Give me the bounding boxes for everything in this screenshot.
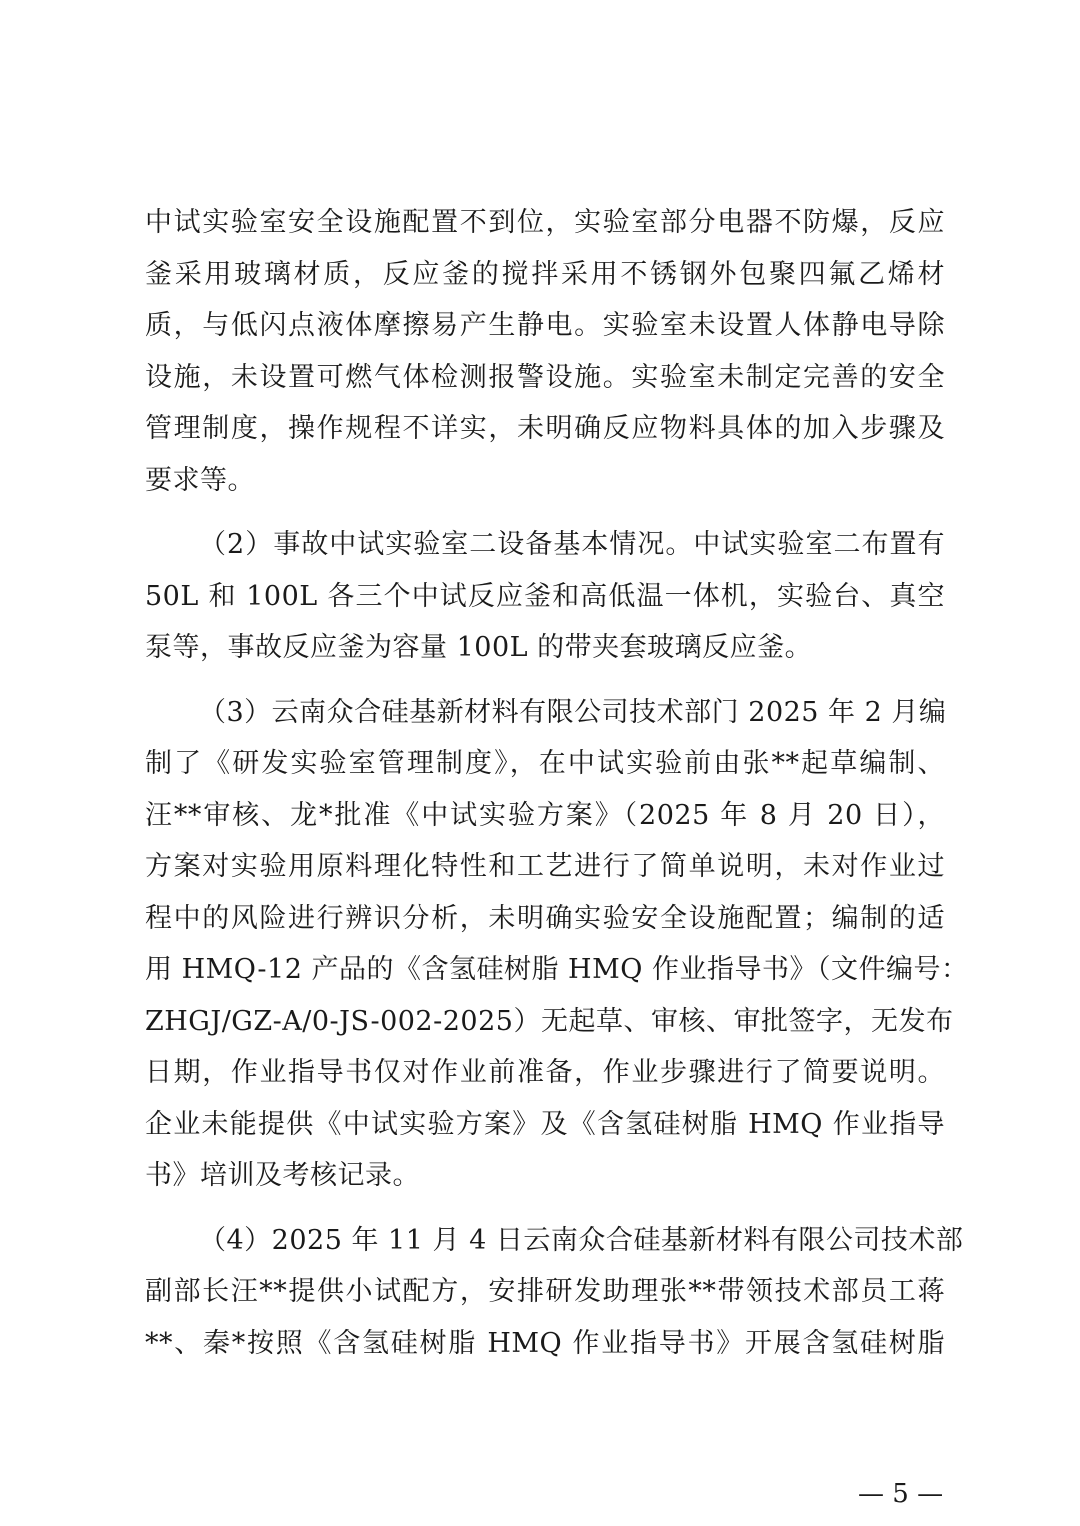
paragraph-safety-facilities	[145, 197, 945, 506]
text-line: 用 HMQ-12 产品的《含氢硅树脂 HMQ 作业指导书》（文件编号：	[145, 954, 969, 985]
text-line: （4）2025 年 11 月 4 日云南众合硅基新材料有限公司技术部	[199, 1224, 964, 1256]
text-line: 程中的风险进行辨识分析，未明确实验安全设施配置；编制的适	[145, 902, 945, 934]
paragraph-spacer	[145, 674, 945, 687]
text-line: 日期，作业指导书仅对作业前准备，作业步骤进行了简要说明。	[145, 1057, 945, 1088]
page-number: — 5 —	[858, 1479, 944, 1509]
text-line: **、秦*按照《含氢硅树脂 HMQ 作业指导书》开展含氢硅树脂	[145, 1327, 945, 1359]
text-line: 制了《研发实验室管理制度》，在中试实验前由张**起草编制、	[145, 748, 945, 779]
paragraph-management-system	[145, 687, 969, 1202]
text-line: 方案对实验用原料理化特性和工艺进行了简单说明，未对作业过	[145, 851, 945, 882]
text-line: 泵等，事故反应釜为容量 100L 的带夹套玻璃反应釜。	[145, 632, 813, 663]
text-line: ZHGJ/GZ-A/0-JS-002-2025）无起草、审核、审批签字，无发布	[145, 1005, 954, 1037]
paragraph-spacer	[145, 1202, 945, 1215]
paragraph-experiment-arrangement	[145, 1215, 964, 1370]
text-line: （2）事故中试实验室二设备基本情况。中试实验室二布置有	[199, 529, 945, 560]
text-line: 书》培训及考核记录。	[145, 1160, 420, 1191]
text-line: 中试实验室安全设施配置不到位，实验室部分电器不防爆，反应	[145, 207, 945, 238]
text-line: 要求等。	[145, 464, 255, 496]
text-line: 50L 和 100L 各三个中试反应釜和高低温一体机，实验台、真空	[145, 580, 945, 612]
document-body	[145, 197, 969, 1369]
text-line: 设施，未设置可燃气体检测报警设施。实验室未制定完善的安全	[145, 361, 945, 393]
text-line: 企业未能提供《中试实验方案》及《含氢硅树脂 HMQ 作业指导	[145, 1108, 945, 1140]
text-line: 管理制度，操作规程不详实，未明确反应物料具体的加入步骤及	[145, 413, 945, 444]
text-line: （3）云南众合硅基新材料有限公司技术部门 2025 年 2 月编	[199, 696, 947, 728]
text-line: 釜采用玻璃材质，反应釜的搅拌采用不锈钢外包聚四氟乙烯材	[145, 258, 945, 290]
text-line: 汪**审核、龙*批准《中试实验方案》（2025 年 8 月 20 日），	[145, 799, 945, 831]
paragraph-equipment	[145, 519, 945, 674]
text-line: 副部长汪**提供小试配方，安排研发助理张**带领技术部员工蒋	[145, 1276, 945, 1307]
text-line: 质，与低闪点液体摩擦易产生静电。实验室未设置人体静电导除	[145, 310, 945, 341]
paragraph-spacer	[145, 506, 945, 519]
